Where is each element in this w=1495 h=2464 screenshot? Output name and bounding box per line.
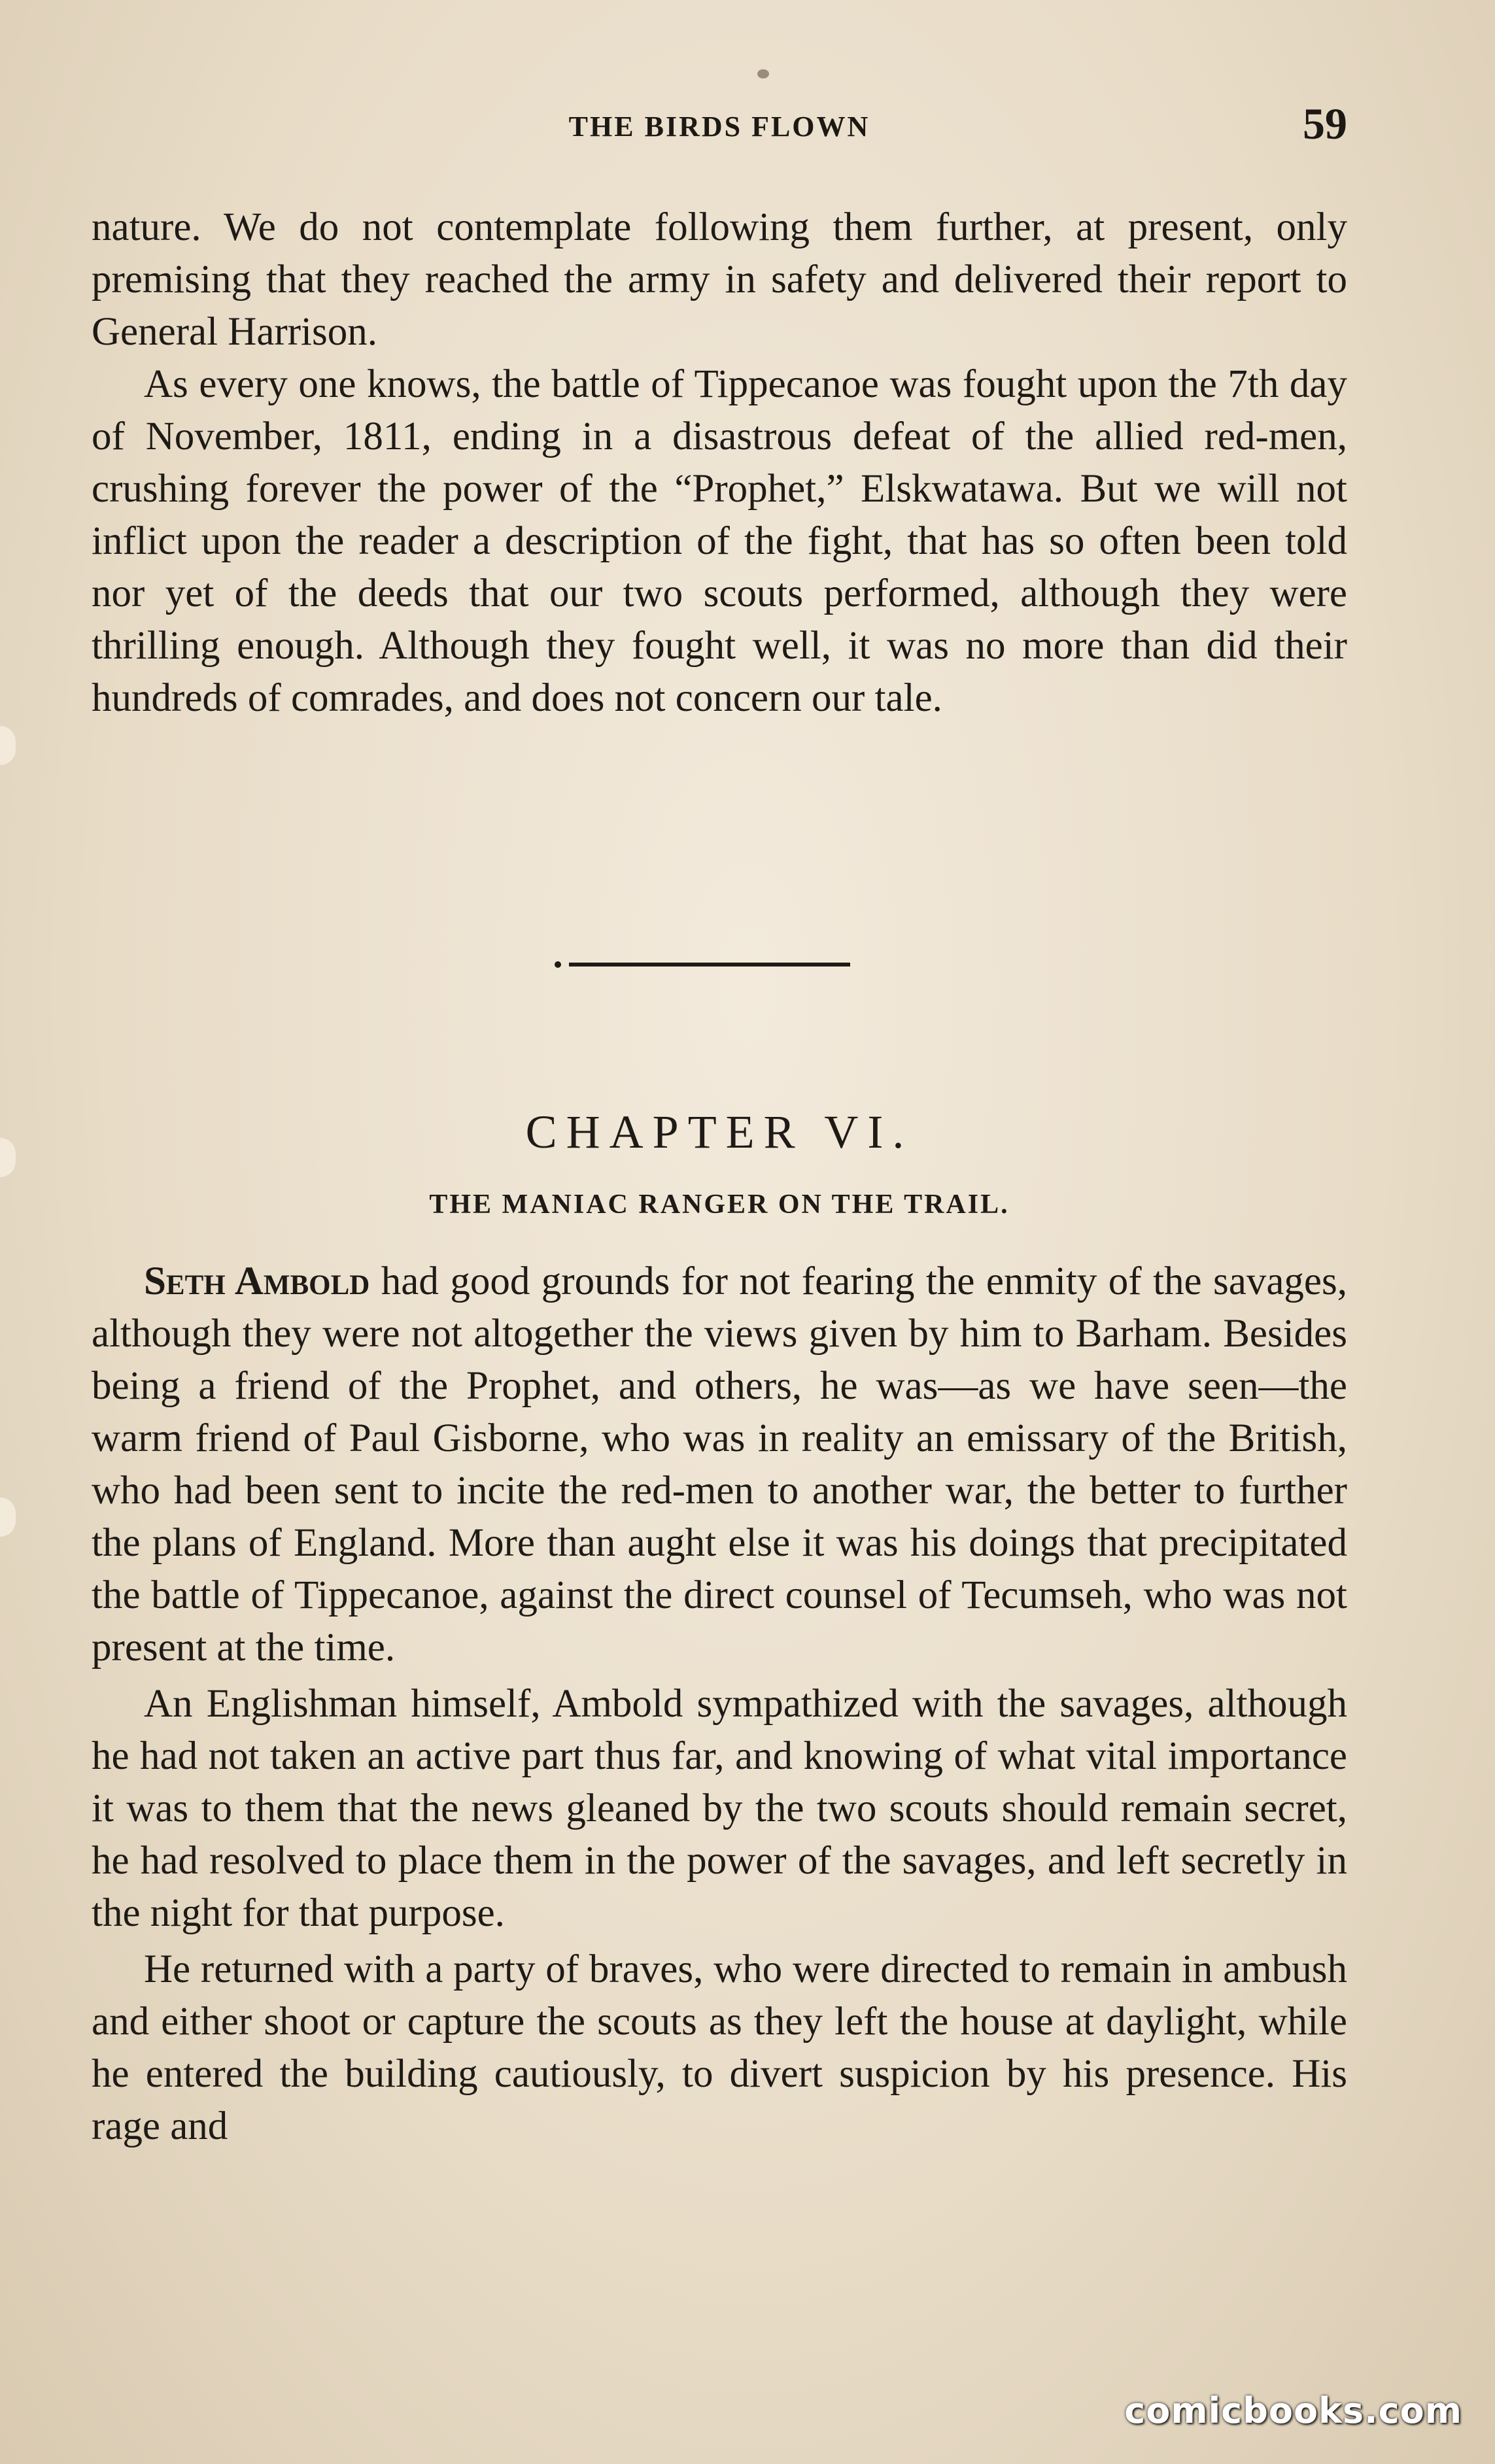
body-text-section-2 xyxy=(92,1256,1347,2153)
page-edge-tear xyxy=(0,726,16,765)
printer-mark xyxy=(757,69,769,78)
paragraph: He returned with a party of braves, who were directed to remain in ambush and either shoot or capture the scouts as they left the house at daylight, while he entered the building cautiously, to divert suspicion by his presence. His rage and xyxy=(92,1947,1347,2148)
paragraph-text: had good grounds for not fearing the enmity of the savages, although they were not altogether the views given by him to Barham. Besides being a friend of the Prophet, and others, he was—as we have seen—the warm friend of Paul Gisborne, who was in reality an emissary of the British, who had been sent to incite the red-men to another war, the better to further the plans of England. More than aught else it was his doings that precipitated the battle of Tippecanoe, against the direct counsel of Tecumseh, who was not present at the time. xyxy=(92,1259,1347,1669)
paragraph: nature. We do not contemplate following them further, at present, only premising that they reached the army in safety and delivered their report to General Harrison. xyxy=(92,205,1347,354)
page-number: 59 xyxy=(1303,99,1347,148)
page-edge-tear xyxy=(0,1497,16,1537)
paragraph: As every one knows, the battle of Tippecanoe was fought upon the 7th day of November, 1811, ending in a disastrous defeat of the allied red-men, crushing forever the power of the “Prophet,” Elskwatawa. But we will not inflict upon the reader a description of the fight, that has so often been told nor yet of the deeds that our two scouts performed, although they were thrilling enough. Although they fought well, it was no more than did their hundreds of comrades, and does not concern our tale. xyxy=(92,362,1347,720)
section-break-dot xyxy=(555,961,561,968)
page-edge-tear xyxy=(0,1138,16,1177)
body-text-section-1 xyxy=(92,201,1347,725)
chapter-title: CHAPTER VI. xyxy=(525,1106,914,1158)
section-break-rule xyxy=(569,963,850,967)
paragraph xyxy=(92,1256,1347,1674)
paragraph: An Englishman himself, Ambold sympathized with the savages, although he had not taken an active part thus far, and knowing of what vital importance it was to them that the news gleaned by the two scouts should remain secret, he had resolved to place them in the power of the savages, and left secretly in the night for that purpose. xyxy=(92,1682,1347,1935)
watermark: comicbooks.com xyxy=(1124,2390,1462,2431)
paragraph-lead-name: Seth Ambold xyxy=(144,1259,370,1303)
chapter-subtitle: THE MANIAC RANGER ON THE TRAIL. xyxy=(429,1189,1010,1220)
running-title: THE BIRDS FLOWN xyxy=(568,111,870,143)
running-head xyxy=(92,98,1347,163)
